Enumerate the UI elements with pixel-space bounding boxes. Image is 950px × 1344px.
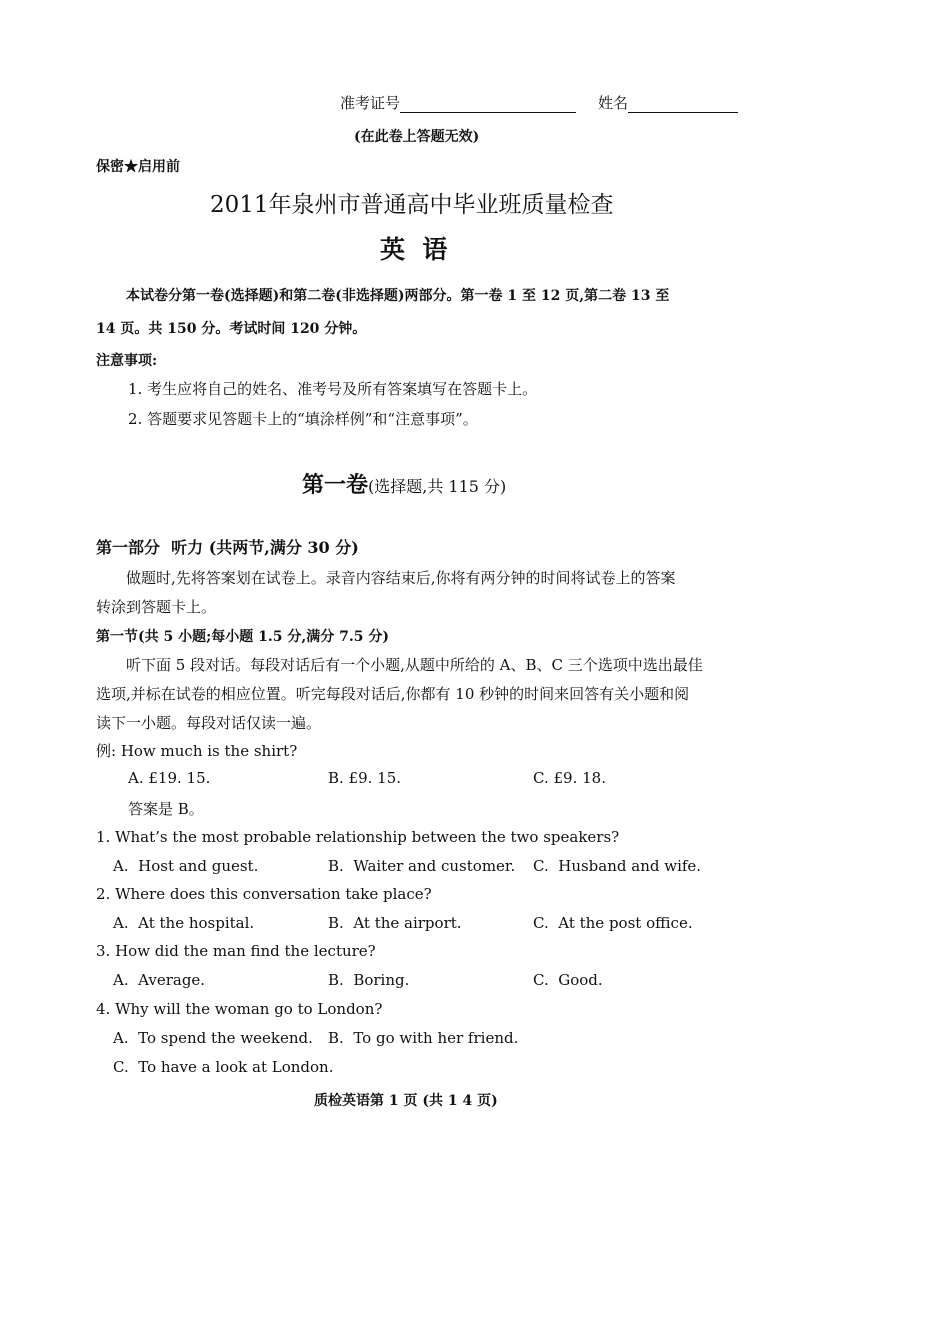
q1-option-c: C. Husband and wife. — [533, 857, 702, 875]
question-3: 3. How did the man find the lecture? — [96, 942, 376, 960]
example-option-b: B. £9. 15. — [328, 769, 402, 787]
exam-id-label: 准考证号 — [340, 94, 401, 112]
question-4: 4. Why will the woman go to London? — [96, 1000, 383, 1018]
part1-heading: 第一部分 听力 (共两节,满分 30 分) — [96, 538, 359, 557]
question-2: 2. Where does this conversation take place? — [96, 885, 432, 903]
q1-option-a: A. Host and guest. — [113, 857, 259, 875]
invalid-note: (在此卷上答题无效) — [354, 129, 480, 145]
volume-subtitle: (选择题,共 115 分) — [368, 477, 507, 496]
section1-heading: 第一节(共 5 小题;每小题 1.5 分,满分 7.5 分) — [96, 629, 389, 645]
question-1: 1. What’s the most probable relationship between the two speakers? — [96, 828, 620, 846]
exam-id-field — [340, 92, 576, 113]
note-item-1: 1. 考生应将自己的姓名、准考号及所有答案填写在答题卡上。 — [128, 380, 538, 398]
note-item-2: 2. 答题要求见答题卡上的“填涂样例”和“注意事项”。 — [128, 410, 478, 428]
q3-option-a: A. Average. — [113, 971, 206, 989]
subject-title: 英 语 — [380, 235, 448, 264]
part1-para-line-1: 做题时,先将答案划在试卷上。录音内容结束后,你将有两分钟的时间将试卷上的答案 — [126, 569, 676, 587]
q3-option-c: C. Good. — [533, 971, 603, 989]
volume-heading — [302, 468, 506, 499]
intro-line-1: 本试卷分第一卷(选择题)和第二卷(非选择题)两部分。第一卷 1 至 12 页,第二卷 13 至 — [126, 288, 670, 304]
page-footer: 质检英语第 1 页 (共 1 4 页) — [314, 1093, 498, 1109]
q2-option-a: A. At the hospital. — [113, 914, 255, 932]
q4-option-c: C. To have a look at London. — [113, 1058, 334, 1076]
example-option-a: A. £19. 15. — [128, 769, 211, 787]
notes-heading: 注意事项: — [96, 353, 158, 369]
section1-para-line-1: 听下面 5 段对话。每段对话后有一个小题,从题中所给的 A、B、C 三个选项中选出最佳 — [126, 656, 703, 674]
exam-title: 2011年泉州市普通高中毕业班质量检查 — [210, 192, 614, 218]
name-field — [598, 92, 738, 113]
confidential-mark: 保密★启用前 — [96, 159, 180, 175]
example-option-c: C. £9. 18. — [533, 769, 606, 787]
intro-line-2: 14 页。共 150 分。考试时间 120 分钟。 — [96, 321, 367, 337]
name-blank — [628, 112, 738, 113]
q2-option-c: C. At the post office. — [533, 914, 693, 932]
q2-option-b: B. At the airport. — [328, 914, 462, 932]
volume-title: 第一卷 — [302, 472, 369, 498]
example-question: 例: How much is the shirt? — [96, 742, 298, 760]
part1-para-line-2: 转涂到答题卡上。 — [96, 598, 217, 616]
example-answer: 答案是 B。 — [128, 800, 204, 818]
section1-para-line-3: 读下一小题。每段对话仅读一遍。 — [96, 714, 322, 732]
exam-id-blank — [400, 112, 576, 113]
q1-option-b: B. Waiter and customer. — [328, 857, 516, 875]
q4-option-b: B. To go with her friend. — [328, 1029, 519, 1047]
q3-option-b: B. Boring. — [328, 971, 410, 989]
name-label: 姓名 — [598, 94, 629, 112]
section1-para-line-2: 选项,并标在试卷的相应位置。听完每段对话后,你都有 10 秒钟的时间来回答有关小题和阅 — [96, 685, 690, 703]
q4-option-a: A. To spend the weekend. — [113, 1029, 313, 1047]
